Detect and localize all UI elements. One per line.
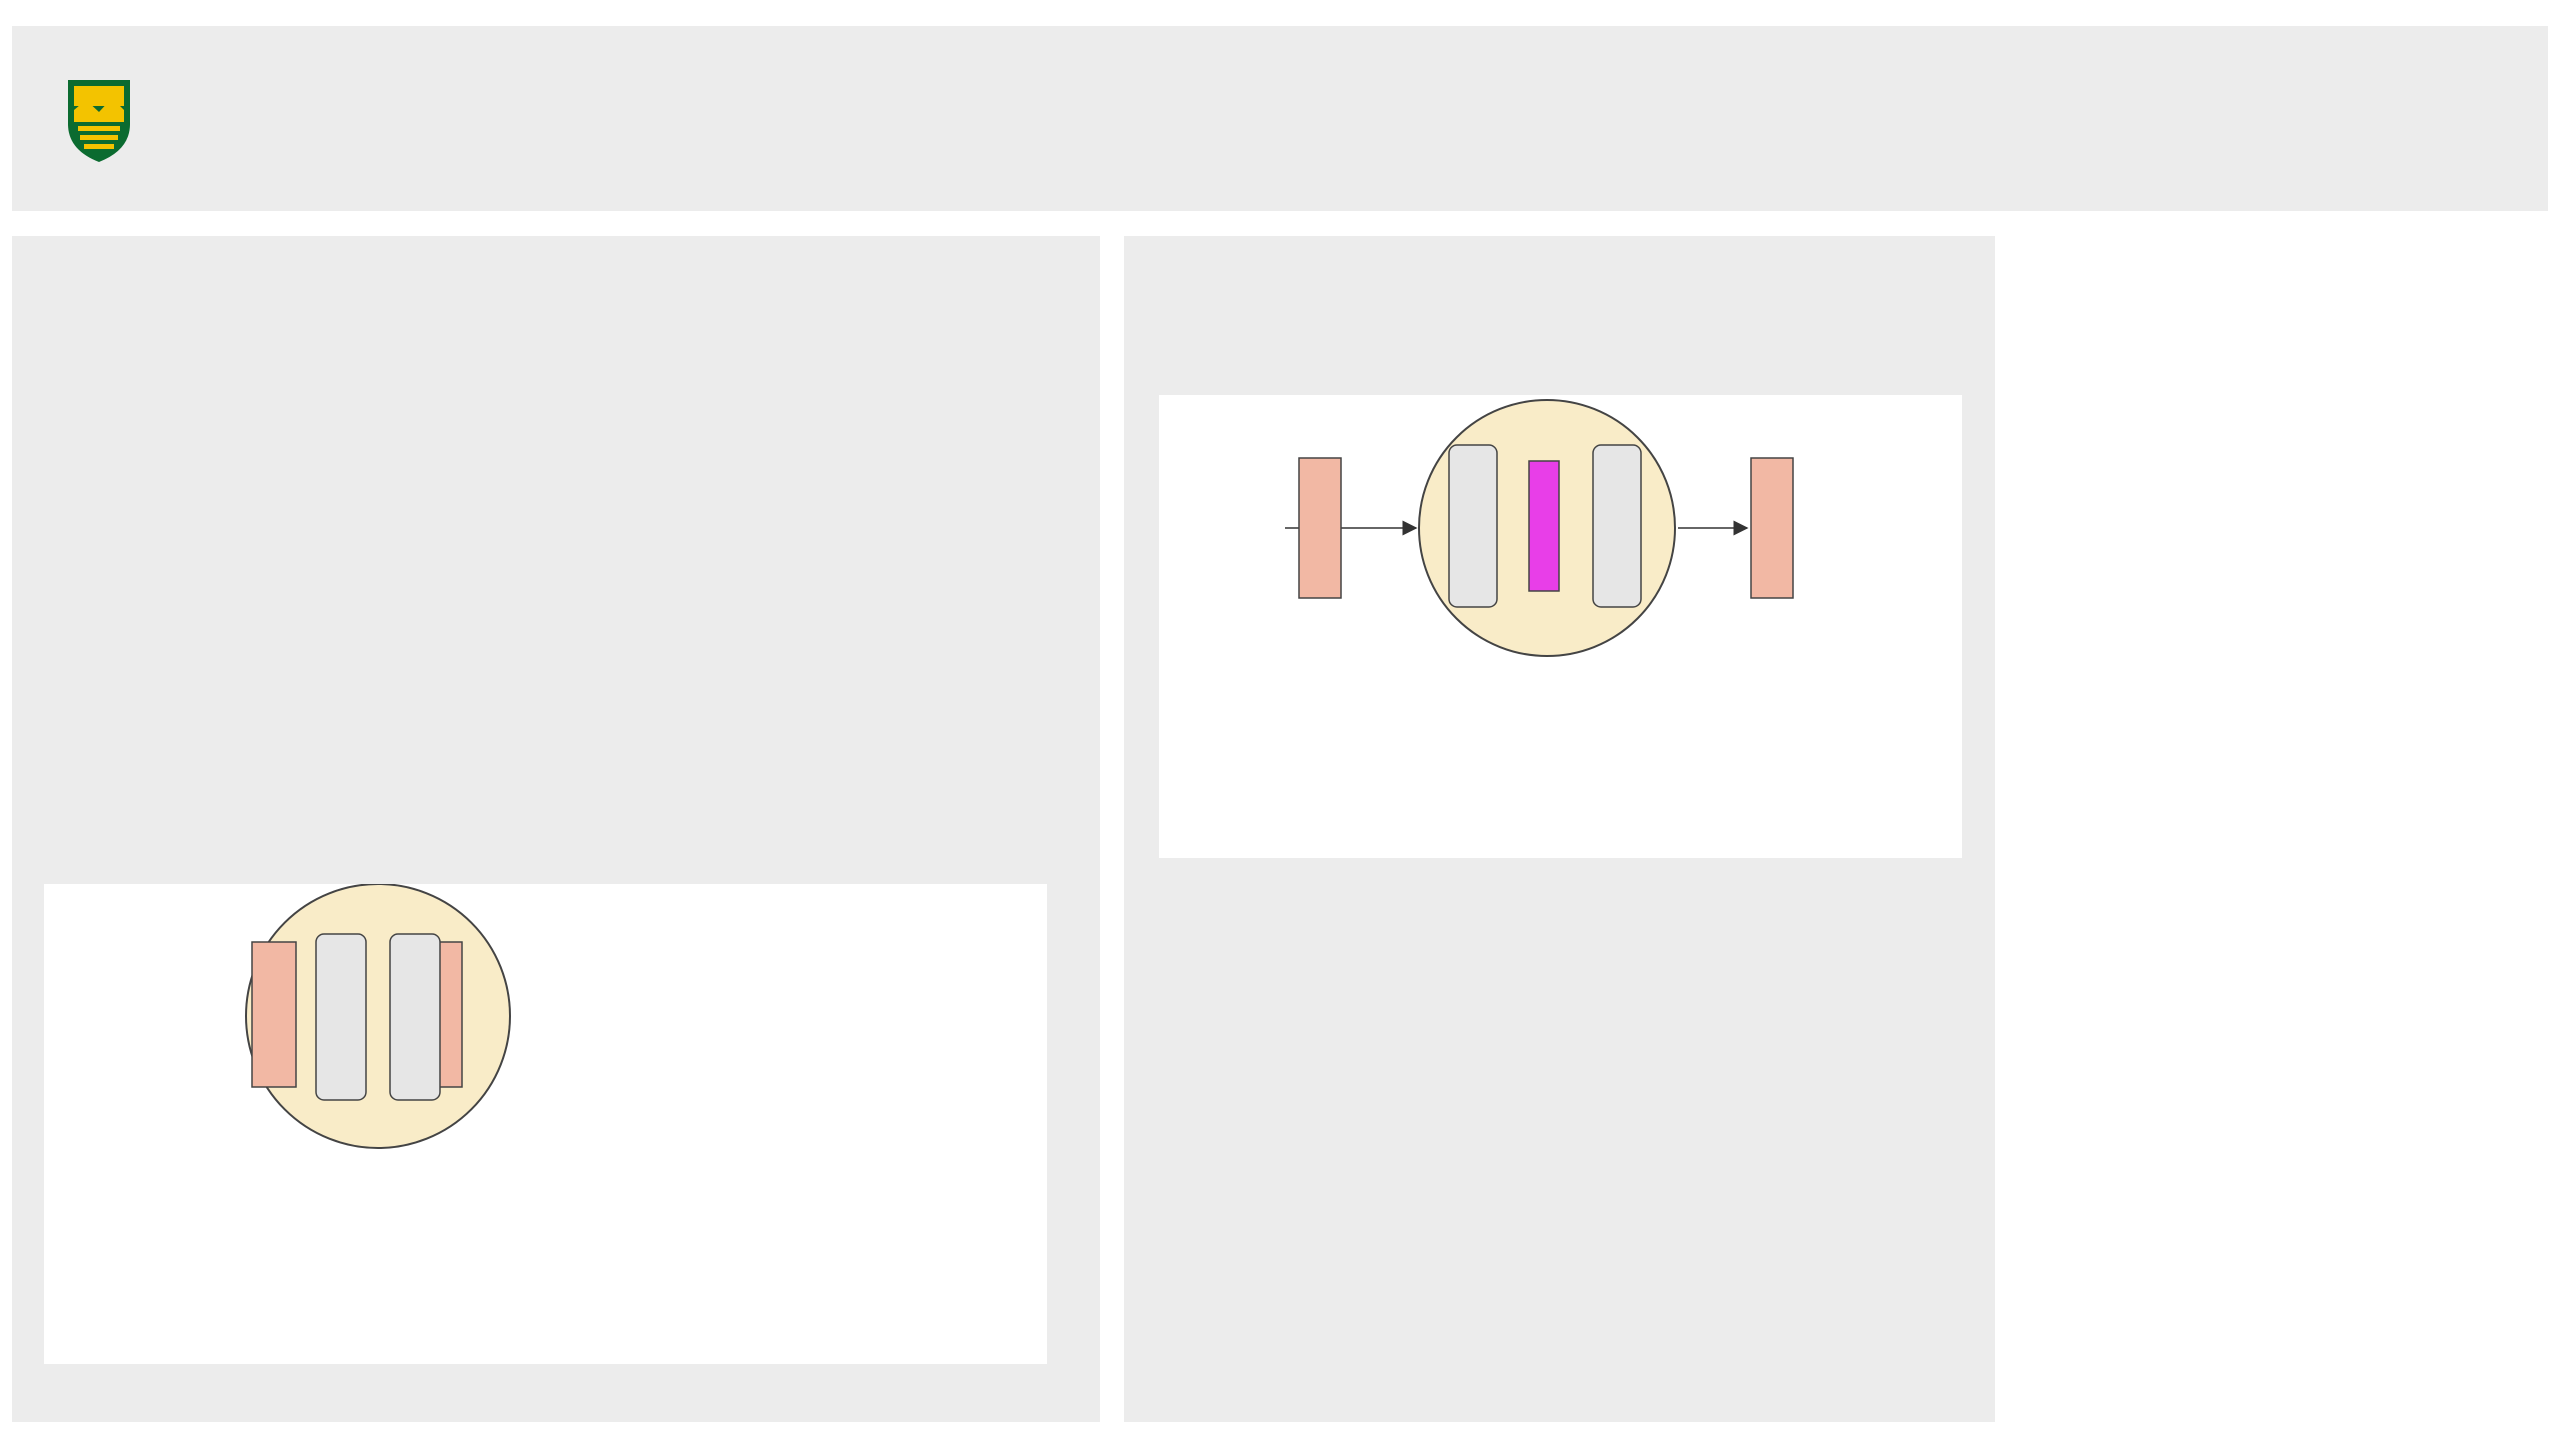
generator-block xyxy=(316,934,366,1100)
figure-approach1 xyxy=(44,884,1047,1364)
discriminator-block xyxy=(390,934,440,1100)
shield-icon xyxy=(64,74,134,164)
figure-approach2 xyxy=(1159,395,1962,858)
embedder-block xyxy=(252,942,296,1087)
university-logo xyxy=(64,74,434,164)
